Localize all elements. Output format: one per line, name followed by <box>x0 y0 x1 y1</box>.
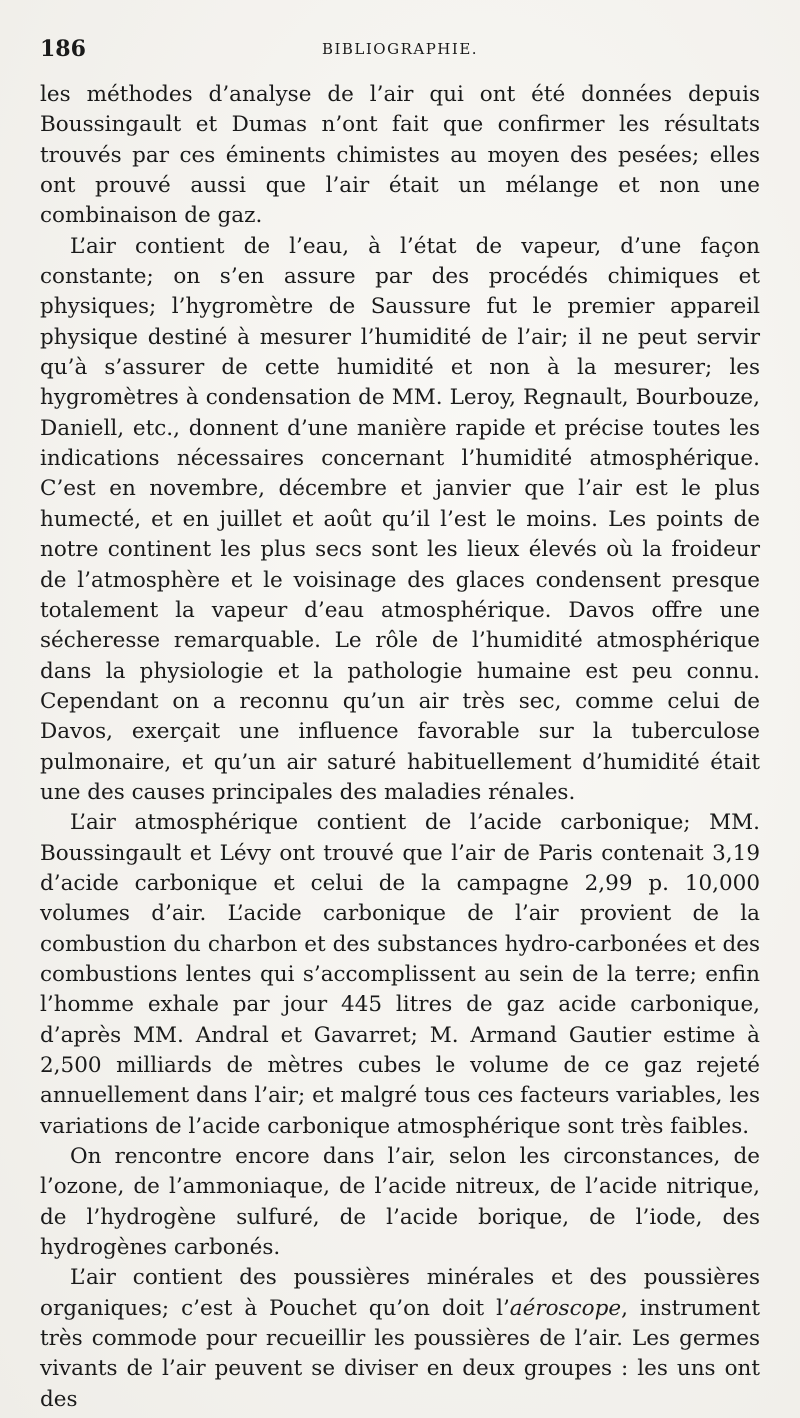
paragraph-dust-text-after: , instrument très commode pour recueillir les poussières de l’air. Les germes vivants de l’air peuvent se diviser en deux groupes : les uns ont des <box>40 1295 760 1412</box>
paragraph-dust-text-before: L’air contient des poussières minérales et des poussières organiques; c’est à Pouchet qu’on doit l’ <box>40 1265 760 1321</box>
paragraph-carbonic-acid: L’air atmosphérique contient de l’acide carbonique; MM. Boussingault et Lévy ont trouvé que l’air de Paris contenait 3,19 d’acide carbonique et celui de la campagne 2,99 p. 10,000 volumes d’air. L’acide carbonique de l’air provient de la combustion du charbon et des substances hydro-carbonées et des combustions lentes qui s’accomplissent au sein de la terre; enfin l’homme exhale par jour 445 litres de gaz acide carbonique, d’après MM. Andral et Gavarret; M. Armand Gautier estime à 2,500 milliards de mètres cubes le volume de ce gaz rejeté annuellement dans l’air; et malgré tous ces facteurs variables, les variations de l’acide carbonique atmosphérique sont très faibles. <box>40 810 760 1139</box>
body-text <box>40 80 760 1415</box>
page-number: 186 <box>40 36 86 62</box>
paragraph-continued: les méthodes d’analyse de l’air qui ont été données depuis Boussingault et Dumas n’ont fait que confirmer les résultats trouvés par ces éminents chimistes au moyen des pesées; elles ont prouvé aussi que l’air était un mélange et non une combinaison de gaz. <box>40 82 760 229</box>
paragraph-dust <box>40 1263 760 1415</box>
running-title: BIBLIOGRAPHIE. <box>321 40 479 58</box>
aeroscope-term: aéroscope <box>509 1295 622 1321</box>
paragraph-humidity: L’air contient de l’eau, à l’état de vapeur, d’une façon constante; on s’en assure par des procédés chimiques et physiques; l’hygromètre de Saussure fut le premier appareil physique destiné à mesurer l’humidité de l’air; il ne peut servir qu’à s’assurer de cette humidité et non à la mesurer; les hygromètres à condensation de MM. Leroy, Regnault, Bourbouze, Daniell, etc., donnent d’une manière rapide et précise toutes les indications nécessaires concernant l’humidité atmosphérique. C’est en novembre, décembre et janvier que l’air est le plus humecté, et en juillet et août qu’il l’est le moins. Les points de notre continent les plus secs sont les lieux élevés où la froideur de l’atmosphère et le voisinage des glaces condensent presque totalement la vapeur d’eau atmosphérique. Davos offre une sécheresse remarquable. Le rôle de l’humidité atmosphérique dans la physiologie et la pathologie humaine est peu connu. Cependant on a reconnu qu’un air très sec, comme celui de Davos, exerçait une influence favorable sur la tuberculose pulmonaire, et qu’un air saturé habituellement d’humidité était une des causes principales des maladies rénales. <box>40 233 760 805</box>
paragraph-other-gases: On rencontre encore dans l’air, selon les circonstances, de l’ozone, de l’ammoniaque, de l’acide nitreux, de l’acide nitrique, de l’hydrogène sulfuré, de l’acide borique, de l’iode, des hydrogènes carbonés. <box>40 1144 760 1261</box>
page-header <box>40 22 760 68</box>
